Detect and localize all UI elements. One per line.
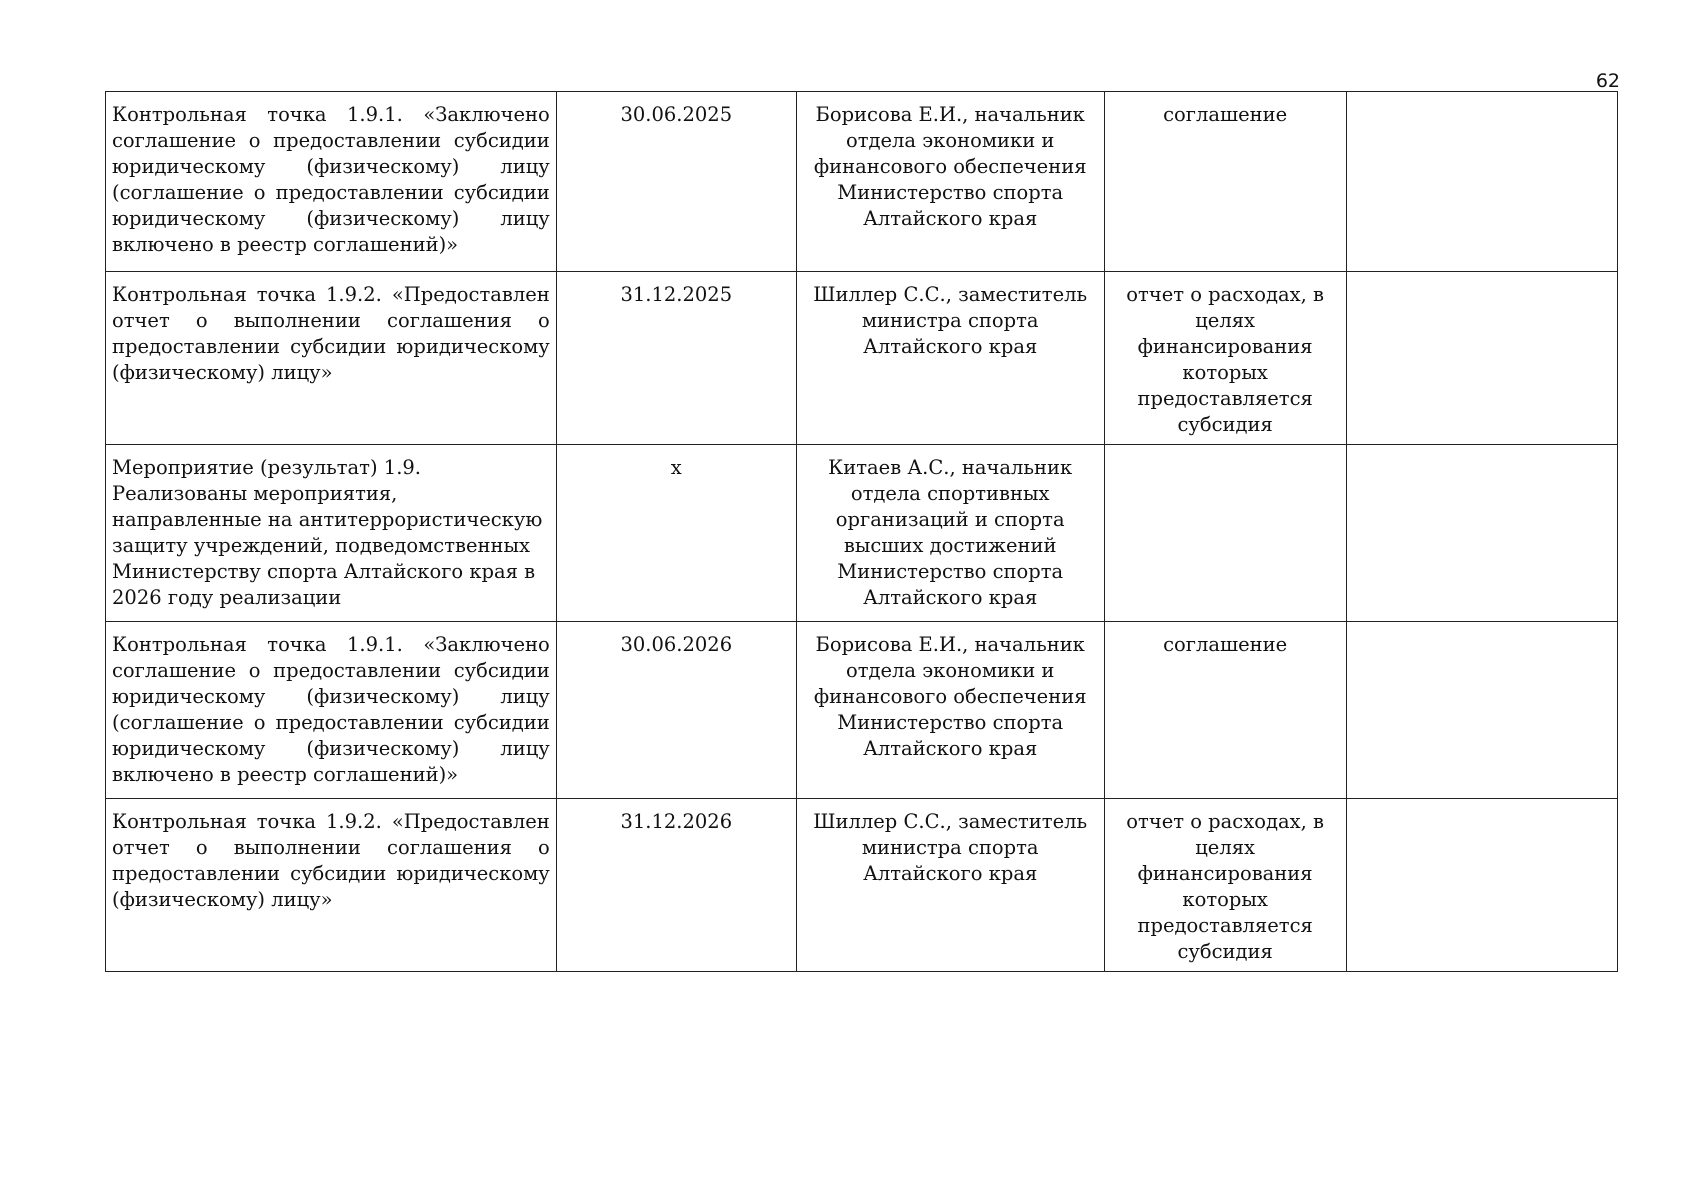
table-row [106, 799, 1618, 972]
row-date-cell: х [556, 445, 796, 622]
row-date-cell: 31.12.2026 [556, 799, 796, 972]
row-note-cell [1346, 799, 1617, 972]
table-row [106, 622, 1618, 799]
row-responsible-cell: Китаев А.С., начальник отдела спортивных организаций и спорта высших достижений Министерство спорта Алтайского края [796, 445, 1104, 622]
row-document-cell: соглашение [1104, 92, 1346, 272]
row-date-cell: 30.06.2026 [556, 622, 796, 799]
row-note-cell [1346, 92, 1617, 272]
row-responsible-cell: Борисова Е.И., начальник отдела экономики и финансового обеспечения Министерство спорта Алтайского края [796, 622, 1104, 799]
row-note-cell [1346, 622, 1617, 799]
row-responsible-cell: Борисова Е.И., начальник отдела экономики и финансового обеспечения Министерство спорта Алтайского края [796, 92, 1104, 272]
row-name-cell: Контрольная точка 1.9.1. «Заключено соглашение о предоставлении субсидии юридическому (физическому) лицу (соглашение о предоставлении субсидии юридическому (физическому) лицу включено в реестр соглашений)» [106, 92, 557, 272]
row-date-cell: 31.12.2025 [556, 272, 796, 445]
table-row [106, 92, 1618, 272]
row-document-cell: отчет о расходах, в целях финансирования которых предоставляется субсидия [1104, 799, 1346, 972]
row-name-cell: Контрольная точка 1.9.2. «Предоставлен отчет о выполнении соглашения о предоставлении субсидии юридическому (физическому) лицу» [106, 799, 557, 972]
row-name-cell: Контрольная точка 1.9.2. «Предоставлен отчет о выполнении соглашения о предоставлении субсидии юридическому (физическому) лицу» [106, 272, 557, 445]
row-document-cell [1104, 445, 1346, 622]
row-responsible-cell: Шиллер С.С., заместитель министра спорта Алтайского края [796, 799, 1104, 972]
row-name-cell: Контрольная точка 1.9.1. «Заключено соглашение о предоставлении субсидии юридическому (физическому) лицу (соглашение о предоставлении субсидии юридическому (физическому) лицу включено в реестр соглашений)» [106, 622, 557, 799]
row-note-cell [1346, 445, 1617, 622]
row-responsible-cell: Шиллер С.С., заместитель министра спорта Алтайского края [796, 272, 1104, 445]
table-row [106, 272, 1618, 445]
activities-table [105, 91, 1618, 972]
table-row [106, 445, 1618, 622]
row-note-cell [1346, 272, 1617, 445]
row-document-cell: отчет о расходах, в целях финансирования которых предоставляется субсидия [1104, 272, 1346, 445]
row-date-cell: 30.06.2025 [556, 92, 796, 272]
row-document-cell: соглашение [1104, 622, 1346, 799]
row-name-cell: Мероприятие (результат) 1.9. Реализованы мероприятия, направленные на антитеррористическую защиту учреждений, подведомственных Министерству спорта Алтайского края в 2026 году реализации [106, 445, 557, 622]
page-number: 62 [1595, 70, 1620, 92]
